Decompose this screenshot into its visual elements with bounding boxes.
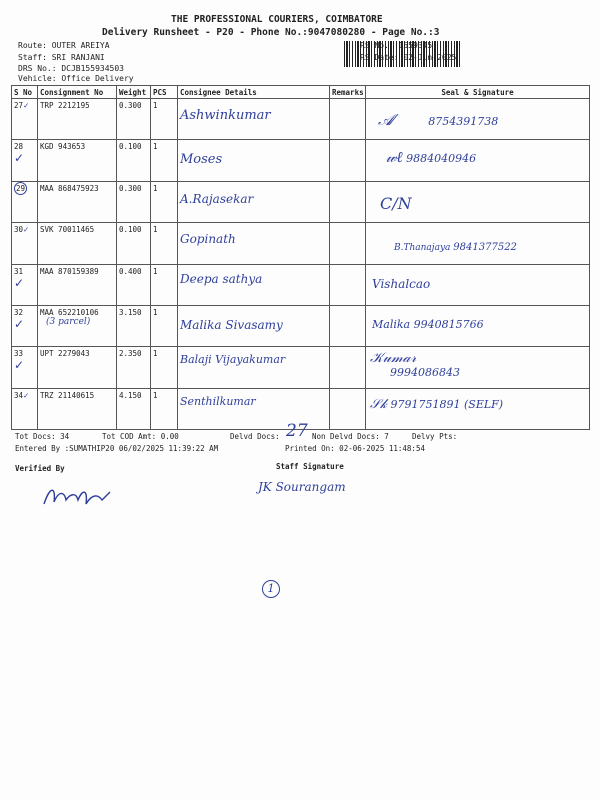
cell-consignee: A.Rajasekar (178, 181, 330, 222)
page-number-circle: 1 (262, 580, 280, 598)
non-delivered-docs: Non Delvd Docs: 7 (312, 432, 389, 441)
verified-by-label: Verified By (15, 464, 65, 473)
cell-consignee: Gopinath (178, 223, 330, 264)
cell-remarks (330, 388, 366, 429)
cell-remarks (330, 305, 366, 346)
staff-signature: JK Sourangam (258, 480, 346, 494)
table-row (12, 99, 590, 140)
rs-date: RS Date: 02-Jun-2025 (360, 53, 457, 62)
cell-sno: 33 ✓ (12, 347, 38, 388)
cell-consignment: MAA 870159389 (38, 264, 117, 305)
table-row (12, 181, 590, 222)
cell-pcs: 1 (151, 99, 178, 140)
cell-pcs: 1 (151, 140, 178, 181)
cell-weight: 2.350 (117, 347, 151, 388)
col-signature: Seal & Signature (366, 86, 590, 99)
cell-consignee: Malika Sivasamy (178, 305, 330, 346)
table-row (12, 264, 590, 305)
cell-remarks (330, 347, 366, 388)
delivery-points: Delvy Pts: (412, 432, 458, 441)
table-header-row (12, 86, 590, 99)
cell-consignee: Moses (178, 140, 330, 181)
cell-signature: Malika 9940815766 (366, 305, 590, 346)
cell-remarks (330, 99, 366, 140)
cell-weight: 3.150 (117, 305, 151, 346)
cell-pcs: 1 (151, 305, 178, 346)
rs-number: RS No.: 1559345 (360, 41, 433, 50)
staff-signature-label: Staff Signature (276, 462, 344, 471)
cell-consignee: Ashwinkumar (178, 99, 330, 140)
route-label: Route: OUTER AREIYA (18, 41, 110, 50)
cell-weight: 4.150 (117, 388, 151, 429)
cell-weight: 0.300 (117, 181, 151, 222)
total-docs: Tot Docs: 34 (15, 432, 70, 441)
cell-signature: Vishalcao (366, 264, 590, 305)
cell-consignment: TRZ 21140615 (38, 388, 117, 429)
cell-sno: 30✓ (12, 223, 38, 264)
runsheet-title: Delivery Runsheet - P20 - Phone No.:9047080280 - Page No.:3 (102, 27, 440, 38)
cell-remarks (330, 140, 366, 181)
cell-pcs: 1 (151, 264, 178, 305)
staff-label: Staff: SRI RANJANI (18, 53, 105, 62)
cell-signature: 𝓌ℓ 9884040946 (366, 140, 590, 181)
cell-sno: 28 ✓ (12, 140, 38, 181)
table-row (12, 305, 590, 346)
vehicle-label: Vehicle: Office Delivery (18, 74, 134, 83)
cell-sno: 32 ✓ (12, 305, 38, 346)
cell-sno: 29 (12, 181, 38, 222)
cell-signature: 𝒮𝓀 9791751891 (SELF) (366, 388, 590, 429)
cell-signature: C/N (366, 181, 590, 222)
cell-weight: 0.100 (117, 140, 151, 181)
cell-consignment: SVK 70011465 (38, 223, 117, 264)
delivered-docs-label: Delvd Docs: (230, 432, 280, 441)
cell-consignee: Balaji Vijayakumar (178, 347, 330, 388)
cell-weight: 0.300 (117, 99, 151, 140)
col-pcs: PCS (151, 86, 178, 99)
cell-remarks (330, 181, 366, 222)
cell-signature: 𝒦𝓊𝓂𝒶𝓇 9994086843 (366, 347, 590, 388)
col-consignment: Consignment No (38, 86, 117, 99)
col-remarks: Remarks (330, 86, 366, 99)
table-row (12, 223, 590, 264)
cell-consignment: UPT 2279043 (38, 347, 117, 388)
cell-consignee: Deepa sathya (178, 264, 330, 305)
runsheet-table (11, 85, 590, 430)
cell-pcs: 1 (151, 347, 178, 388)
cell-weight: 0.100 (117, 223, 151, 264)
printed-on: Printed On: 02-06-2025 11:48:54 (285, 444, 425, 453)
cell-remarks (330, 223, 366, 264)
table-row (12, 347, 590, 388)
cell-pcs: 1 (151, 181, 178, 222)
entered-by: Entered By :SUMATHIP20 06/02/2025 11:39:22 AM (15, 444, 219, 453)
cell-consignment: MAA 652210106 (3 parcel) (38, 305, 117, 346)
cell-consignee: Senthilkumar (178, 388, 330, 429)
col-consignee: Consignee Details (178, 86, 330, 99)
total-cod-amount: Tot COD Amt: 0.00 (102, 432, 179, 441)
cell-consignment: MAA 868475923 (38, 181, 117, 222)
cell-sno: 31 ✓ (12, 264, 38, 305)
delivered-docs-value: 27 (286, 421, 308, 441)
cell-weight: 0.400 (117, 264, 151, 305)
cell-sno: 34✓ (12, 388, 38, 429)
cell-consignment: KGD 943653 (38, 140, 117, 181)
cell-pcs: 1 (151, 388, 178, 429)
table-row (12, 140, 590, 181)
col-weight: Weight (117, 86, 151, 99)
cell-remarks (330, 264, 366, 305)
cell-pcs: 1 (151, 223, 178, 264)
cell-consignment: TRP 2212195 (38, 99, 117, 140)
cell-signature: B.Thanajaya 9841377522 (366, 223, 590, 264)
col-sno: S No (12, 86, 38, 99)
drs-label: DRS No.: DCJB155934503 (18, 64, 124, 73)
cell-signature: 𝒜⁄ 8754391738 (366, 99, 590, 140)
cell-sno: 27✓ (12, 99, 38, 140)
company-name: THE PROFESSIONAL COURIERS, COIMBATORE (171, 14, 383, 25)
verified-by-signature (40, 480, 120, 514)
